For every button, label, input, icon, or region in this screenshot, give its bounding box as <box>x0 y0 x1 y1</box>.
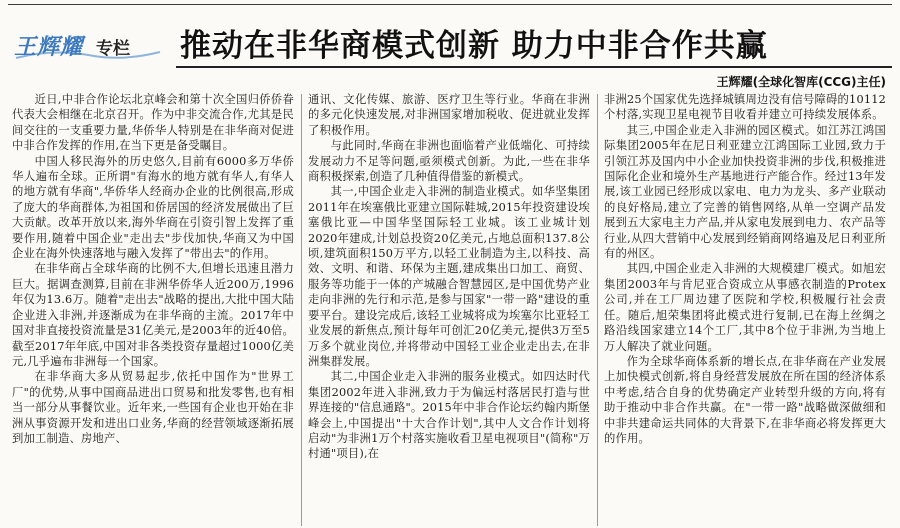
headline-rule <box>176 66 892 68</box>
top-rule <box>8 4 892 5</box>
paragraph: 非洲25个国家优先选择城镇周边没有信号障碍的10112个村落,实现卫星电视节目收看并建立可持续发展体系。 <box>604 93 886 122</box>
paragraph: 在非华商占全球华商的比例不大,但增长迅速且潜力巨大。据调查测算,目前在非洲华侨华人近200万,1996年仅为13.6万。随着"走出去"战略的提出,大批中国大陆企业进入非洲,并逐渐成为在非华商的主流。2017年中国对非直接投资流量是31亿美元,是2003年的近40倍。截至2017年年底,中国对非各类投资存量超过1000亿美元,几乎遍布非洲每一个国家。 <box>12 262 294 368</box>
byline: 王辉耀(全球化智库(CCG)主任) <box>716 75 886 89</box>
paragraph: 在非华商大多从贸易起步,依托中国作为"世界工厂"的优势,从事中国商品进出口贸易和批发零售,也有相当一部分从事餐饮业。近年来,一些国有企业也开始在非洲从事资源开发和进出口业务,华商的经营领域逐渐拓展到加工制造、房地产、 <box>12 370 294 445</box>
headline: 推动在非华商模式创新 助力中非合作共赢 <box>180 28 768 64</box>
text-column-3 <box>604 92 886 526</box>
column-label: 专栏 <box>96 39 130 59</box>
column-divider <box>597 94 598 526</box>
column-divider <box>301 94 302 526</box>
paragraph: 其二,中国企业走入非洲的服务业模式。如四达时代集团2002年进入非洲,致力于为偏远村落居民打造与世界连接的"信息通路"。2015年中非合作论坛约翰内斯堡峰会上,中国提出"十大合作计划",其中人文合作计划将启动"为非洲1万个村落实施收看卫星电视项目"(简称"万村通"项目),在 <box>308 370 590 461</box>
text-column-1 <box>12 92 294 526</box>
paragraph: 其一,中国企业走入非洲的制造业模式。如华坚集团2011年在埃塞俄比亚建立国际鞋城,2015年投资建设埃塞俄比亚—中国华坚国际轻工业城。该工业城计划2020年建成,计划总投资20亿美元,占地总面积137.8公顷,建筑面积150万平方,以轻工业制造为主,以科技、高效、文明、和谐、环保为主题,建成集出口加工、商贸、服务等功能于一体的产城融合智慧园区,是中国优势产业走向非洲的先行和示范,是参与国家"一带一路"建设的重要平台。建设完成后,该轻工业城将成为埃塞尔比亚轻工业发展的新焦点,预计每年可创汇20亿美元,提供3万至5万多个就业岗位,并将带动中国轻工业企业走出去,在非洲集群发展。 <box>308 185 590 368</box>
paragraph: 近日,中非合作论坛北京峰会和第十次全国归侨侨眷代表大会相继在北京召开。作为中非交流合作,尤其是民间交往的一支重要力量,华侨华人特别是在非华商对促进中非合作发挥的作用,在当下更是备受瞩目。 <box>12 93 294 153</box>
paragraph: 与此同时,华商在非洲也面临着产业低端化、可持续发展动力不足等问题,亟须模式创新。为此,一些在非华商积极探索,创造了几种值得借鉴的新模式。 <box>308 139 590 184</box>
paragraph: 中国人移民海外的历史悠久,目前有6000多万华侨华人遍布全球。正所谓"有海水的地方就有华人,有华人的地方就有华商",华侨华人经商办企业的比例很高,形成了庞大的华商群体,为祖国和侨居国的经济发展做出了巨大贡献。改革开放以来,海外华商在引资引智上发挥了重要作用,随着中国企业"走出去"步伐加快,华商又为中国企业在海外快速落地与融入发挥了"带出去"的作用。 <box>12 154 294 261</box>
article-body <box>8 92 892 526</box>
text-column-2 <box>308 92 590 526</box>
paragraph: 其三,中国企业走入非洲的园区模式。如江苏江鸿国际集团2005年在尼日利亚建立江鸿国际工业园,致力于引领江苏及国内中小企业加快投资非洲的步伐,积极推进国际化企业和境外生产基地进行产能合作。经过13年发展,该工业园已经形成以家电、电力为龙头、多产业联动的良好格局,建立了完善的销售网络,从单一空调产品发展到五大家电主力产品,并从家电发展到电力、农产品等行业,从四大营销中心发展到经销商网络遍及尼日利亚所有的州区。 <box>604 123 886 261</box>
paragraph: 通讯、文化传媒、旅游、医疗卫生等行业。华商在非洲的多元化快速发展,对非洲国家增加税收、促进就业发挥了积极作用。 <box>308 93 590 137</box>
paragraph: 其四,中国企业走入非洲的大规模建厂模式。如旭宏集团2003年与肯尼亚合资成立从事感衣制造的Protex公司,并在工厂周边建了医院和学校,积极履行社会责任。随后,旭荣集团将此模式进行复制,已在海上丝绸之路沿线国家建立14个工厂,其中8个位于非洲,为当地上万人解决了就业问题。 <box>604 262 886 353</box>
column-author-name: 王辉耀 <box>14 34 84 60</box>
column-badge <box>14 28 164 62</box>
paragraph: 作为全球华商体系新的增长点,在非华商在产业发展上加快模式创新,将自身经营发展放在所在国的经济体系中考虑,结合自身的优势确定产业转型升级的方向,将有助于推动中非合作共赢。在"一带一路"战略做深做细和中非共建命运共同体的大背景下,在非华商必将发挥更大的作用。 <box>604 354 886 445</box>
